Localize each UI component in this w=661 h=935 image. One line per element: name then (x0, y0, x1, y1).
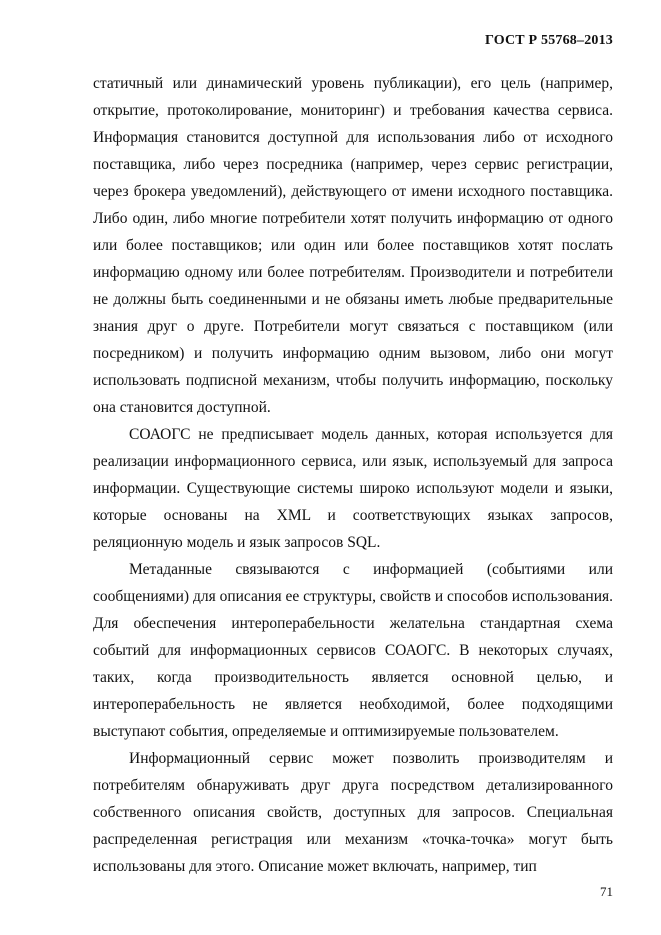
paragraph-4: Информационный сервис может позволить производителям и потребителям обнаруживать друг друга посредством детализированного собственного описания свойств, доступных для запросов. Специальная распределенная регистрация или механизм «точка-точка» могут быть использованы для этого. Описание может включать, например, тип (93, 750, 613, 875)
paragraph-2: СОАОГС не предписывает модель данных, которая используется для реализации информационного сервиса, или язык, используемый для запроса информации. Существующие системы широко используют модели и языки, которые основаны на XML и соответствующих языках запросов, реляционную модель и язык запросов SQL. (93, 426, 613, 551)
document-body (93, 70, 613, 880)
paragraph-3: Метаданные связываются с информацией (событиями или сообщениями) для описания ее структуры, свойств и способов использования. Для обеспечения интероперабельности желательна стандартная схема событий для информационных сервисов СОАОГС. В некоторых случаях, таких, когда производительность является основной целью, и интероперабельность не является необходимой, более подходящими выступают события, определяемые и оптимизируемые пользователем. (93, 561, 613, 740)
page-number: 71 (600, 884, 613, 899)
paragraph-1: статичный или динамический уровень публикации), его цель (например, открытие, протоколирование, мониторинг) и требования качества сервиса. Информация становится доступной для использования либо от исходного поставщика, либо через посредника (например, через сервис регистрации, через брокера уведомлений), действующего от имени исходного поставщика. Либо один, либо многие потребители хотят получить информацию от одного или более поставщиков; или один или более поставщиков хотят послать информацию одному или более потребителям. Производители и потребители не должны быть соединенными и не обязаны иметь любые предварительные знания друг о друге. Потребители могут связаться с поставщиком (или посредником) и получить информацию одним вызовом, либо они могут использовать подписной механизм, чтобы получить информацию, поскольку она становится доступной. (93, 75, 613, 416)
document-header-standard-code: ГОСТ Р 55768–2013 (484, 33, 613, 48)
